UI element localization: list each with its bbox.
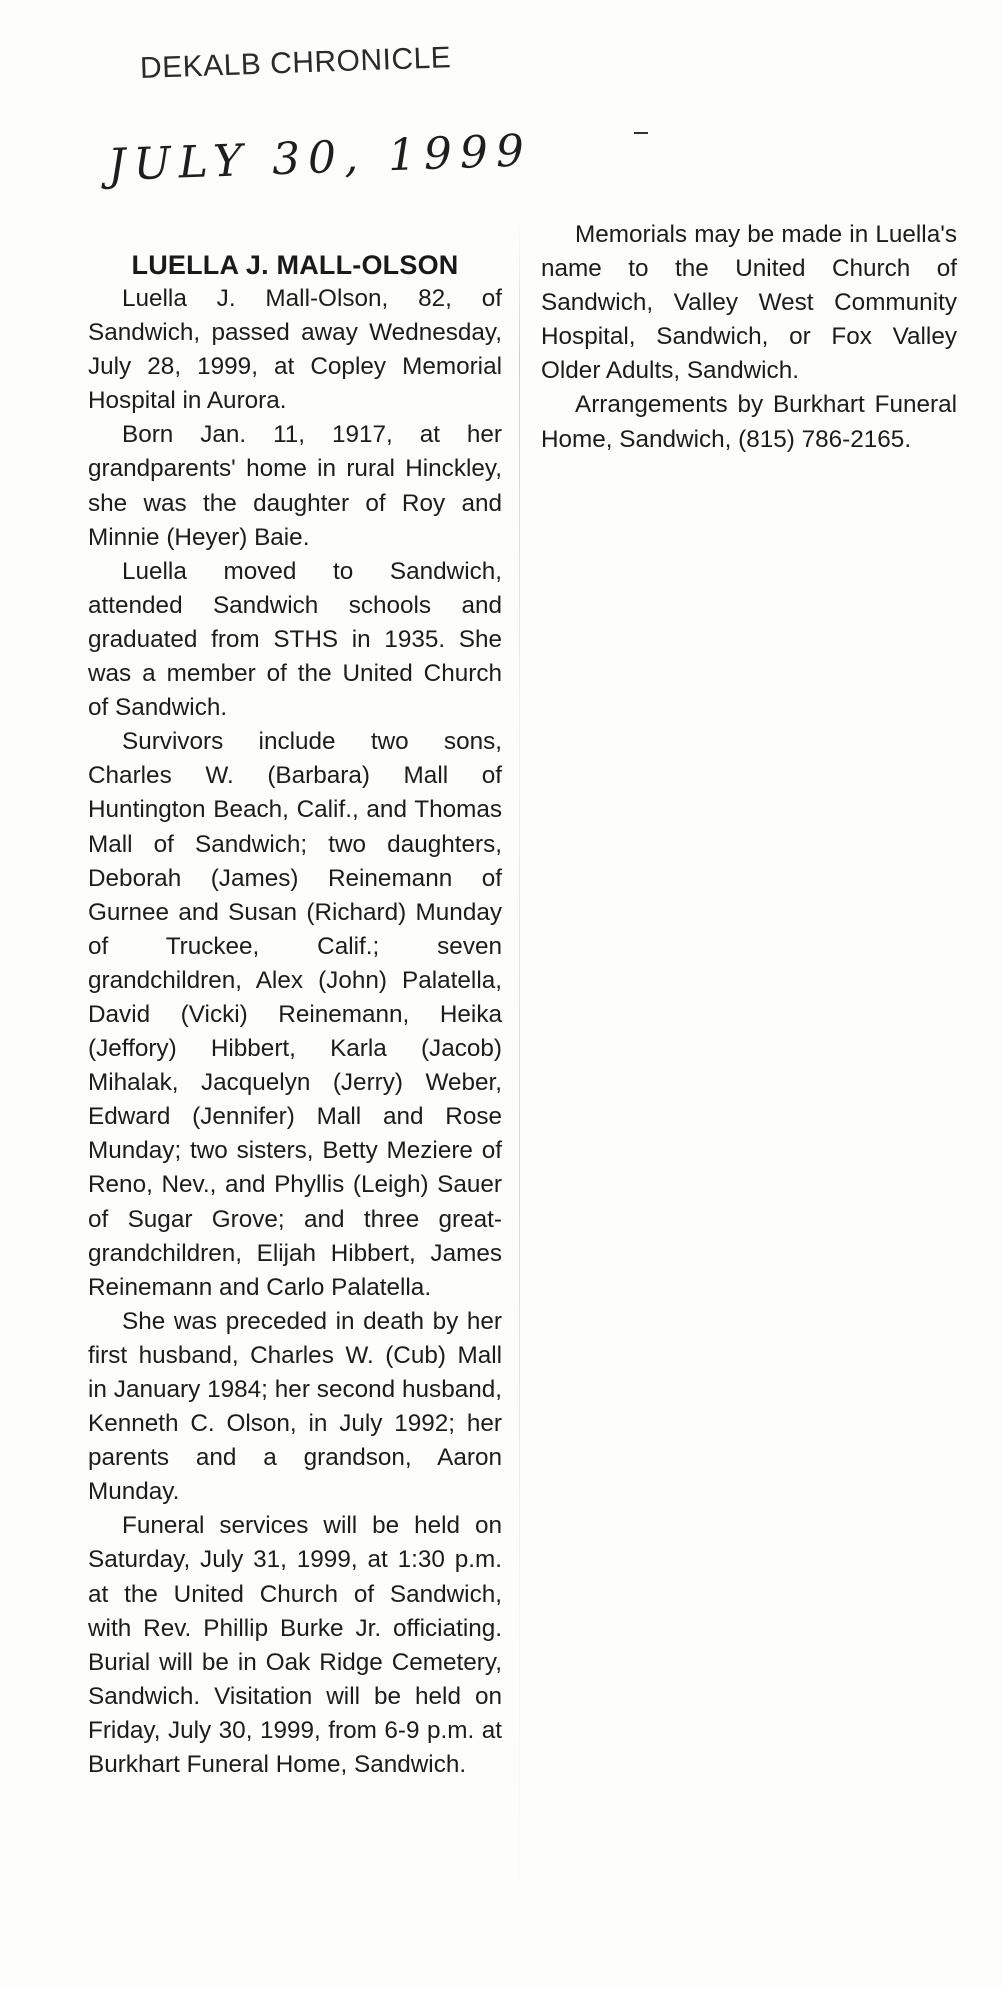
obituary-headline: LUELLA J. MALL-OLSON: [131, 250, 459, 280]
newspaper-masthead: DEKALB CHRONICLE: [139, 41, 452, 85]
stray-mark: [634, 132, 648, 134]
paragraph-death-notice: Luella J. Mall-Olson, 82, of Sandwich, passed away Wednesday, July 28, 1999, at Copley Memorial Hospital in Aurora.: [88, 285, 502, 415]
paragraph-education: Luella moved to Sandwich, attended Sandwich schools and graduated from STHS in 1935. She was a member of the United Church of Sandwich.: [88, 557, 502, 722]
paragraph-birth: Born Jan. 11, 1917, at her grandparents' home in rural Hinckley, she was the daughter of Roy and Minnie (Heyer) Baie.: [88, 421, 502, 551]
obituary-left-column: [88, 248, 502, 1782]
obituary-right-column: [541, 218, 957, 457]
handwritten-date: JULY 30, 1999: [107, 125, 533, 191]
paragraph-services: Funeral services will be held on Saturday, July 31, 1999, at 1:30 p.m. at the United Church of Sandwich, with Rev. Phillip Burke Jr. officiating. Burial will be in Oak Ridge Cemetery, Sandwich. Visitation will be held on Friday, July 30, 1999, from 6-9 p.m. at Burkhart Funeral Home, Sandwich.: [88, 1512, 502, 1779]
paragraph-arrangements: Arrangements by Burkhart Funeral Home, Sandwich, (815) 786-2165.: [541, 391, 957, 453]
paragraph-memorials: Memorials may be made in Luella's name to the United Church of Sandwich, Valley West Community Hospital, Sandwich, or Fox Valley Older Adults, Sandwich.: [541, 221, 957, 385]
paragraph-preceded: She was preceded in death by her first husband, Charles W. (Cub) Mall in January 1984; her second husband, Kenneth C. Olson, in July 1992; her parents and a grandson, Aaron Munday.: [88, 1307, 502, 1506]
column-divider: [519, 220, 520, 1940]
paragraph-survivors: Survivors include two sons, Charles W. (Barbara) Mall of Huntington Beach, Calif., and Thomas Mall of Sandwich; two daughters, Deborah (James) Reinemann of Gurnee and Susan (Richard) Munday of Truckee, Calif.; seven grandchildren, Alex (John) Palatella, David (Vicki) Reinemann, Heika (Jeffory) Hibbert, Karla (Jacob) Mihalak, Jacquelyn (Jerry) Weber, Edward (Jennifer) Mall and Rose Munday; two sisters, Betty Meziere of Reno, Nev., and Phyllis (Leigh) Sauer of Sugar Grove; and three great-grandchildren, Elijah Hibbert, James Reinemann and Carlo Palatella.: [88, 728, 502, 1301]
